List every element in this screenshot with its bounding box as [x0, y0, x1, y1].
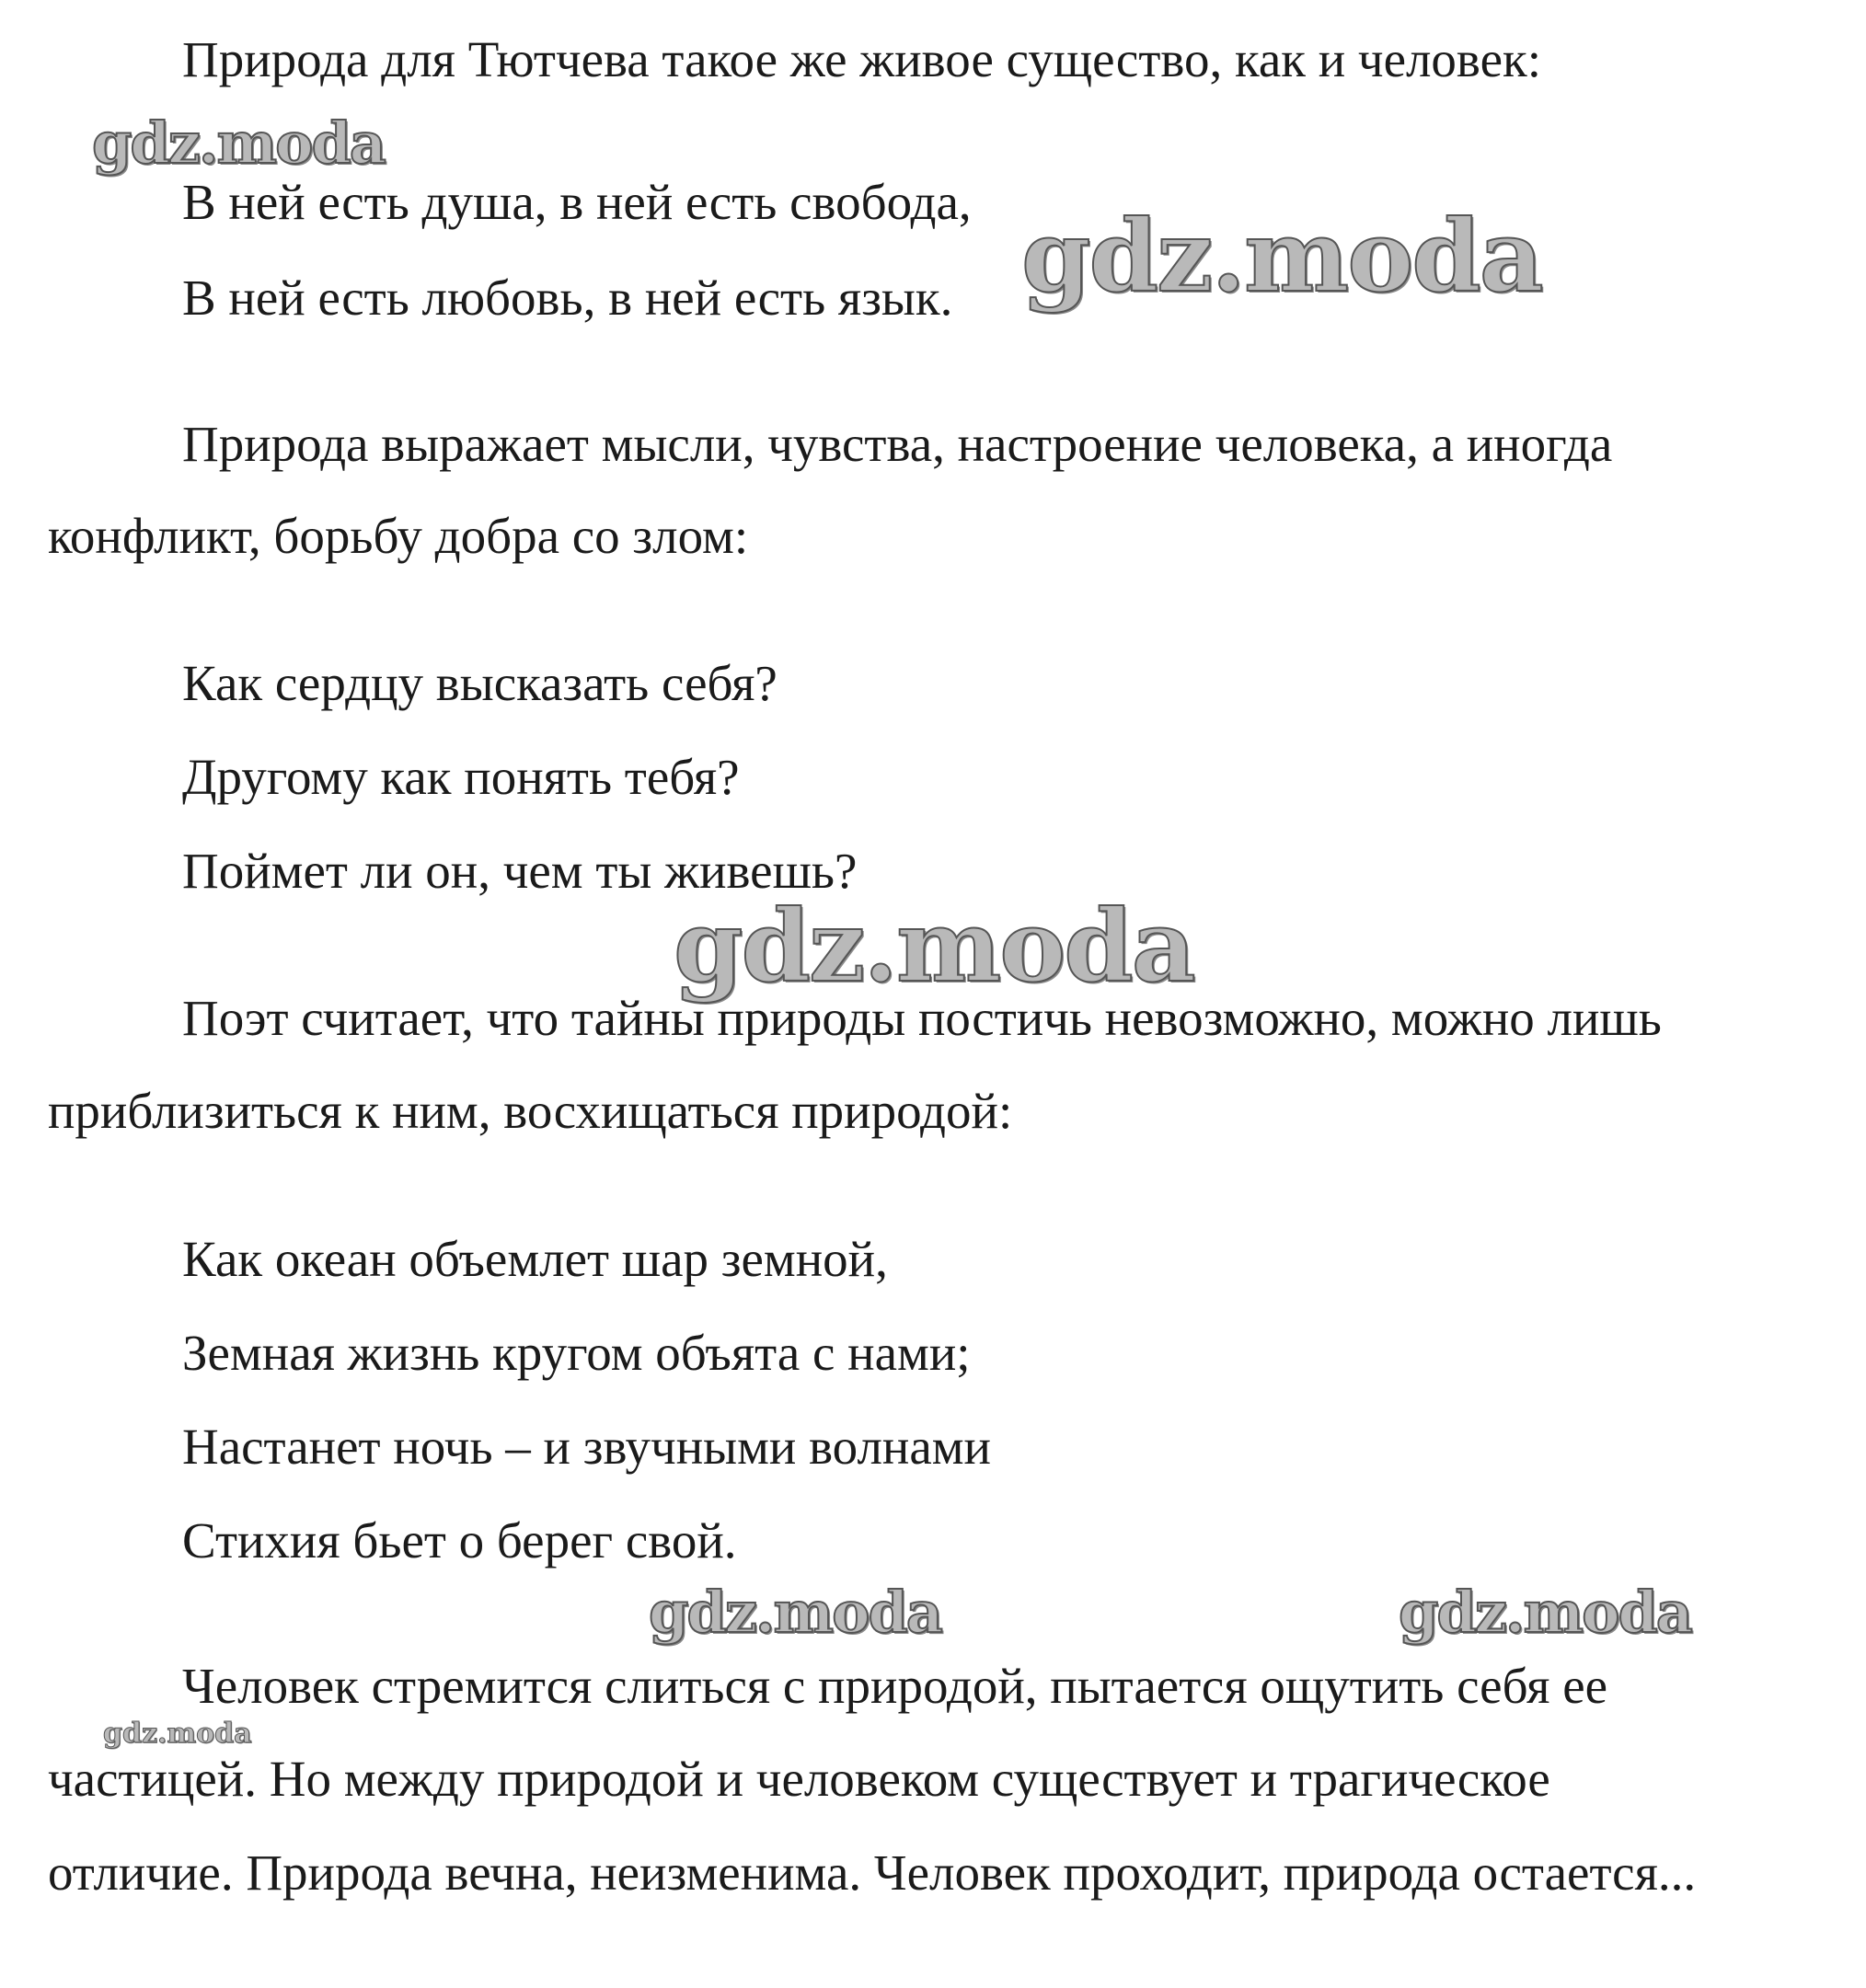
paragraph-1: Природа для Тютчева такое же живое существо, как и человек: [182, 31, 1541, 87]
paragraph-2-line-2: конфликт, борьбу добра со злом: [48, 508, 749, 564]
watermark-3: gdz.moda [674, 889, 1194, 1005]
quote-2-line-1: Как сердцу высказать себя? [182, 655, 778, 711]
quote-3-line-1: Как океан объемлет шар земной, [182, 1231, 888, 1287]
watermark-2: gdz.moda [1021, 199, 1542, 315]
quote-1-line-1: В ней есть душа, в ней есть свобода, [182, 174, 972, 230]
quote-3-line-4: Стихия бьет о берег свой. [182, 1512, 737, 1569]
paragraph-2-line-1: Природа выражает мысли, чувства, настроение человека, а иногда [182, 416, 1613, 472]
paragraph-4-line-3: отличие. Природа вечна, неизменима. Человек проходит, природа остается... [48, 1844, 1697, 1901]
quote-2-line-2: Другому как понять тебя? [182, 749, 740, 805]
watermark-4: gdz.moda [649, 1579, 941, 1646]
quote-2-line-3: Поймет ли он, чем ты живешь? [182, 843, 858, 899]
quote-3-line-3: Настанет ночь – и звучными волнами [182, 1419, 991, 1475]
paragraph-4-line-1: Человек стремится слиться с природой, пытается ощутить себя ее [182, 1658, 1608, 1714]
quote-1-line-2: В ней есть любовь, в ней есть язык. [182, 270, 953, 326]
watermark-6: gdz.moda [103, 1718, 252, 1750]
paragraph-3-line-2: приблизиться к ним, восхищаться природой: [48, 1083, 1013, 1139]
watermark-1: gdz.moda [92, 109, 385, 177]
watermark-5: gdz.moda [1399, 1579, 1691, 1646]
quote-3-line-2: Земная жизнь кругом объята с нами; [182, 1325, 971, 1381]
paragraph-4-line-2: частицей. Но между природой и человеком существует и трагическое [48, 1751, 1550, 1807]
paragraph-3-line-1: Поэт считает, что тайны природы постичь невозможно, можно лишь [182, 990, 1662, 1046]
